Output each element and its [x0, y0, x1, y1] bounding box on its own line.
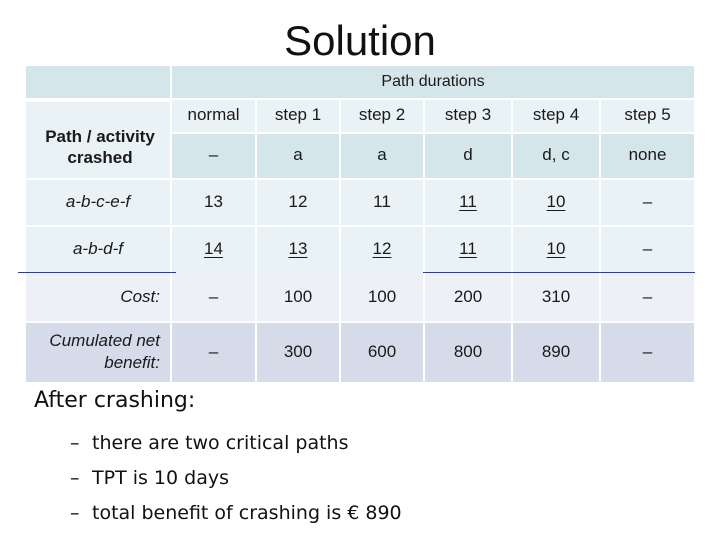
crashed-cell: – [208, 145, 219, 164]
crashed-cell: none [628, 145, 667, 164]
benefit-value: 300 [283, 342, 313, 361]
benefit-value: – [642, 342, 653, 361]
cost-value: – [208, 287, 219, 306]
path-value-critical: 11 [459, 192, 477, 211]
cost-value: 100 [283, 287, 313, 306]
list-item-text: TPT is 10 days [92, 466, 229, 489]
benefit-value: – [208, 342, 219, 361]
path-value-critical: 12 [372, 239, 392, 258]
path-value: – [642, 239, 653, 258]
dash-bullet: – [70, 466, 80, 489]
path-value-critical: 11 [459, 239, 477, 258]
path-value: – [642, 192, 653, 211]
path-durations-table [26, 66, 694, 382]
col-header: step 4 [532, 105, 580, 124]
benefit-value: 600 [367, 342, 397, 361]
list-item-text: total benefit of crashing is € 890 [92, 501, 402, 524]
cost-value: 200 [453, 287, 483, 306]
col-header: step 2 [358, 105, 406, 124]
conclusion-list [70, 425, 402, 530]
crashed-cell: d [463, 145, 473, 164]
cost-label: Cost: [120, 287, 160, 306]
benefit-value: 800 [453, 342, 483, 361]
path-value-critical: 10 [546, 192, 566, 211]
cost-value: 310 [541, 287, 571, 306]
path-value: 12 [288, 192, 308, 211]
list-item [70, 425, 402, 460]
row-header: Path / activity crashed [45, 127, 155, 167]
dash-bullet: – [70, 501, 80, 524]
crashed-cell: d, c [542, 145, 570, 164]
slide-title: Solution [284, 17, 436, 64]
path-value: 13 [204, 192, 223, 211]
col-header: step 5 [624, 105, 671, 124]
col-header: normal [187, 105, 240, 124]
dash-bullet: – [70, 431, 80, 454]
benefit-label: Cumulated net benefit: [49, 331, 160, 372]
path-value-critical: 13 [288, 239, 308, 258]
path-label: a-b-c-e-f [65, 192, 131, 211]
path-value-critical: 10 [546, 239, 566, 258]
list-item [70, 460, 402, 495]
group-header: Path durations [381, 73, 485, 90]
cost-value: 100 [367, 287, 397, 306]
after-crashing-heading: After crashing: [34, 388, 196, 413]
list-item [70, 495, 402, 530]
path-value: 11 [373, 192, 391, 211]
crashed-cell: a [293, 145, 303, 164]
path-value-critical: 14 [204, 239, 223, 258]
col-header: step 1 [274, 105, 322, 124]
crashed-cell: a [377, 145, 387, 164]
path-label: a-b-d-f [72, 239, 124, 258]
cost-value: – [642, 287, 653, 306]
col-header: step 3 [444, 105, 492, 124]
list-item-text: there are two critical paths [92, 431, 349, 454]
benefit-value: 890 [541, 342, 571, 361]
